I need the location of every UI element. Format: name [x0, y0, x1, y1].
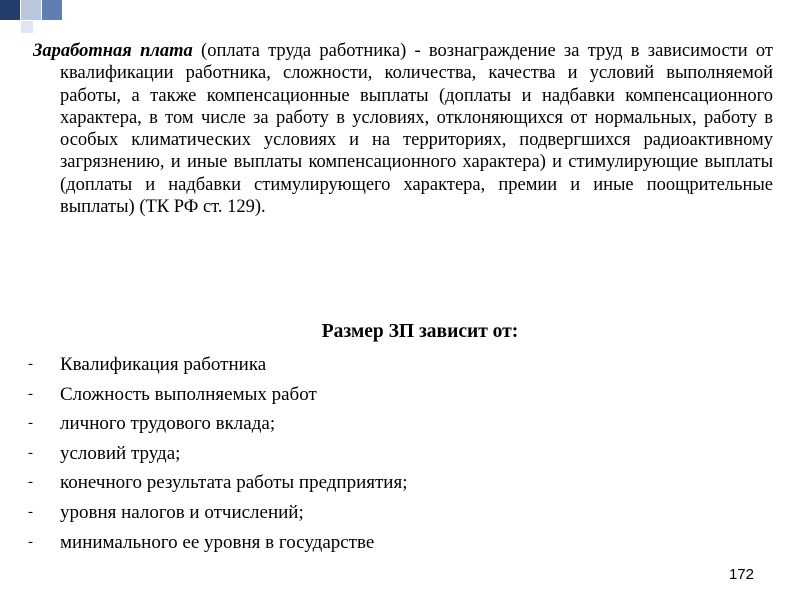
list-item-text: конечного результата работы предприятия; [60, 472, 408, 494]
deco-square-faint [21, 21, 33, 33]
list-dash: - [28, 444, 33, 461]
list-dash: - [28, 503, 33, 520]
decorative-squares [0, 0, 70, 34]
list-dash: - [28, 415, 33, 432]
deco-square-light [21, 0, 41, 20]
list-item-text: условий труда; [60, 442, 181, 464]
page-number: 172 [728, 566, 754, 583]
list-item [28, 409, 408, 439]
list-item-text: личного трудового вклада; [60, 413, 276, 435]
list-item-text: Квалификация работника [60, 354, 267, 375]
factors-list [28, 350, 408, 557]
list-item [28, 350, 408, 380]
definition-text: (оплата труда работника) - вознаграждение за труд в зависимости от квалификации работника, сложности, количества, качества и условий выполняемой работы, а также компенсационные выплаты (доплаты и надбавки компенсационного характера, в том числе за работу в условиях, отклоняющихся от нормальных, работу в особых климатических условиях и на территориях, подвергшихся радиоактивному загрязнению, и иные выплаты компенсационного характера) и стимулирующие выплаты (доплаты и надбавки стимулирующего характера, премии и иные поощрительные выплаты) (ТК РФ ст. 129). [60, 41, 773, 218]
list-item-text: минимального ее уровня в государстве [60, 531, 375, 553]
list-item-text: уровня налогов и отчислений; [60, 501, 304, 523]
list-dash: - [28, 385, 33, 402]
list-item [28, 439, 408, 469]
deco-square-dark [0, 0, 20, 20]
list-dash: - [28, 356, 33, 372]
deco-square-mid [42, 0, 62, 20]
list-dash: - [28, 533, 33, 550]
list-item [28, 380, 408, 410]
list-item [28, 468, 408, 498]
definition-term: Заработная плата [33, 41, 193, 61]
list-item [28, 528, 408, 558]
definition-paragraph [33, 40, 773, 218]
factors-heading: Размер ЗП зависит от: [321, 321, 519, 342]
list-item-text: Сложность выполняемых работ [60, 383, 317, 405]
list-dash: - [28, 474, 33, 491]
list-item [28, 498, 408, 528]
